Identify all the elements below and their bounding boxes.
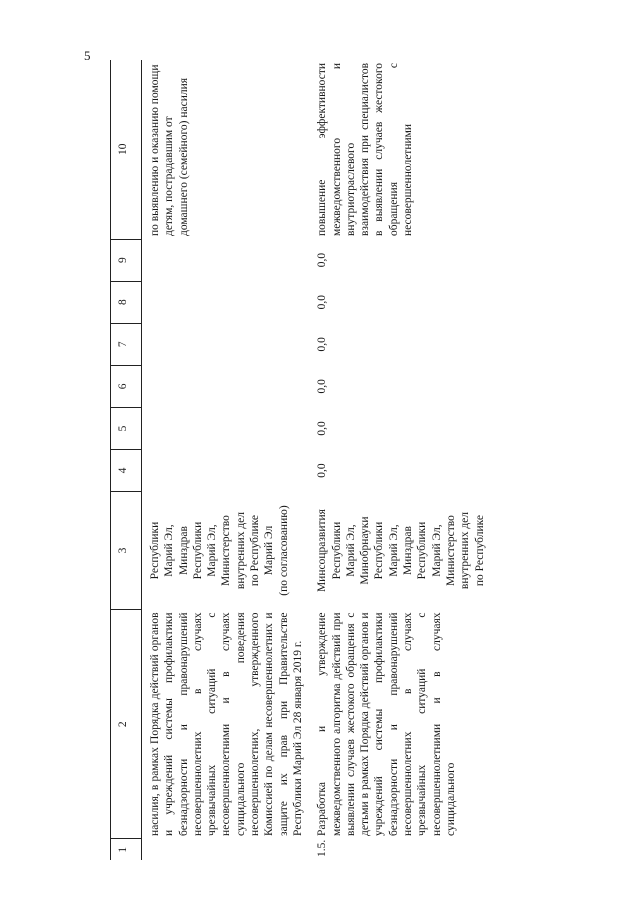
value-cell xyxy=(142,365,308,407)
column-header: 10 xyxy=(111,60,142,239)
column-header: 6 xyxy=(111,365,142,407)
measure-description: Разработка и утверждение межведомственного алгоритма действий при выявлении случаев жестокого обращения с детьми в рамках Порядка действий органов и учреждений системы профилактики безнадзорности и правонарушений несовершеннолетних в случаях чрезвычайных ситуаций с несовершеннолетними и в случаях суицидального xyxy=(316,612,457,836)
table-row xyxy=(307,60,489,860)
value-cell xyxy=(142,281,308,323)
column-header: 1 xyxy=(111,839,142,860)
value-cell: 0,0 xyxy=(316,463,329,478)
column-header: 3 xyxy=(111,492,142,610)
row-number xyxy=(142,839,308,860)
value-cell: 0,0 xyxy=(316,252,329,268)
value-cell: 0,0 xyxy=(316,379,329,394)
column-number-header xyxy=(111,60,142,860)
value-cell: 0,0 xyxy=(316,421,329,436)
row-number: 1.5. xyxy=(316,839,329,857)
rotated-page-content xyxy=(110,60,570,860)
value-cell xyxy=(142,239,308,281)
value-cell: 0,0 xyxy=(316,337,329,352)
column-header: 7 xyxy=(111,323,142,365)
expected-result: повышение эффективности межведомственного и внутриотраслевого взаимодействия при специалистов в выявлении случаев жестокого обращения с несовершеннолетними xyxy=(316,63,415,237)
program-table xyxy=(110,60,489,860)
executor-list: Минсоцразвития Республики Марий Эл, Минобрнауки Республики Марий Эл, Минздрав Республики Марий Эл, Министерство внутренних дел по Республике xyxy=(316,509,486,593)
column-header: 4 xyxy=(111,450,142,492)
page-number: 5 xyxy=(84,48,91,63)
column-header: 9 xyxy=(111,239,142,281)
measure-description: насилия, в рамках Порядка действий органов и учреждений системы профилактики безнадзорности и правонарушений несовершеннолетних в случаях чрезвычайных ситуаций с несовершеннолетними и в случаях суицидального поведения несовершеннолетних, утвержденного Комиссией по делам несовершеннолетних и защите их прав при Правительстве Республики Марий Эл 28 января 2019 г. xyxy=(149,612,304,836)
column-header: 8 xyxy=(111,281,142,323)
expected-result: по выявлению и оказанию помощи детям, пострадавшим от домашнего (семейного) насилия xyxy=(149,64,190,237)
table-row xyxy=(142,60,308,860)
executor-list: Республики Марий Эл, Минздрав Республики Марий Эл, Министерство внутренних дел по Республике Марий Эл (по согласованию) xyxy=(149,505,290,596)
value-cell xyxy=(142,323,308,365)
value-cell xyxy=(142,407,308,449)
value-cell xyxy=(142,450,308,492)
column-header: 2 xyxy=(111,609,142,838)
column-header: 5 xyxy=(111,407,142,449)
value-cell: 0,0 xyxy=(316,294,329,310)
